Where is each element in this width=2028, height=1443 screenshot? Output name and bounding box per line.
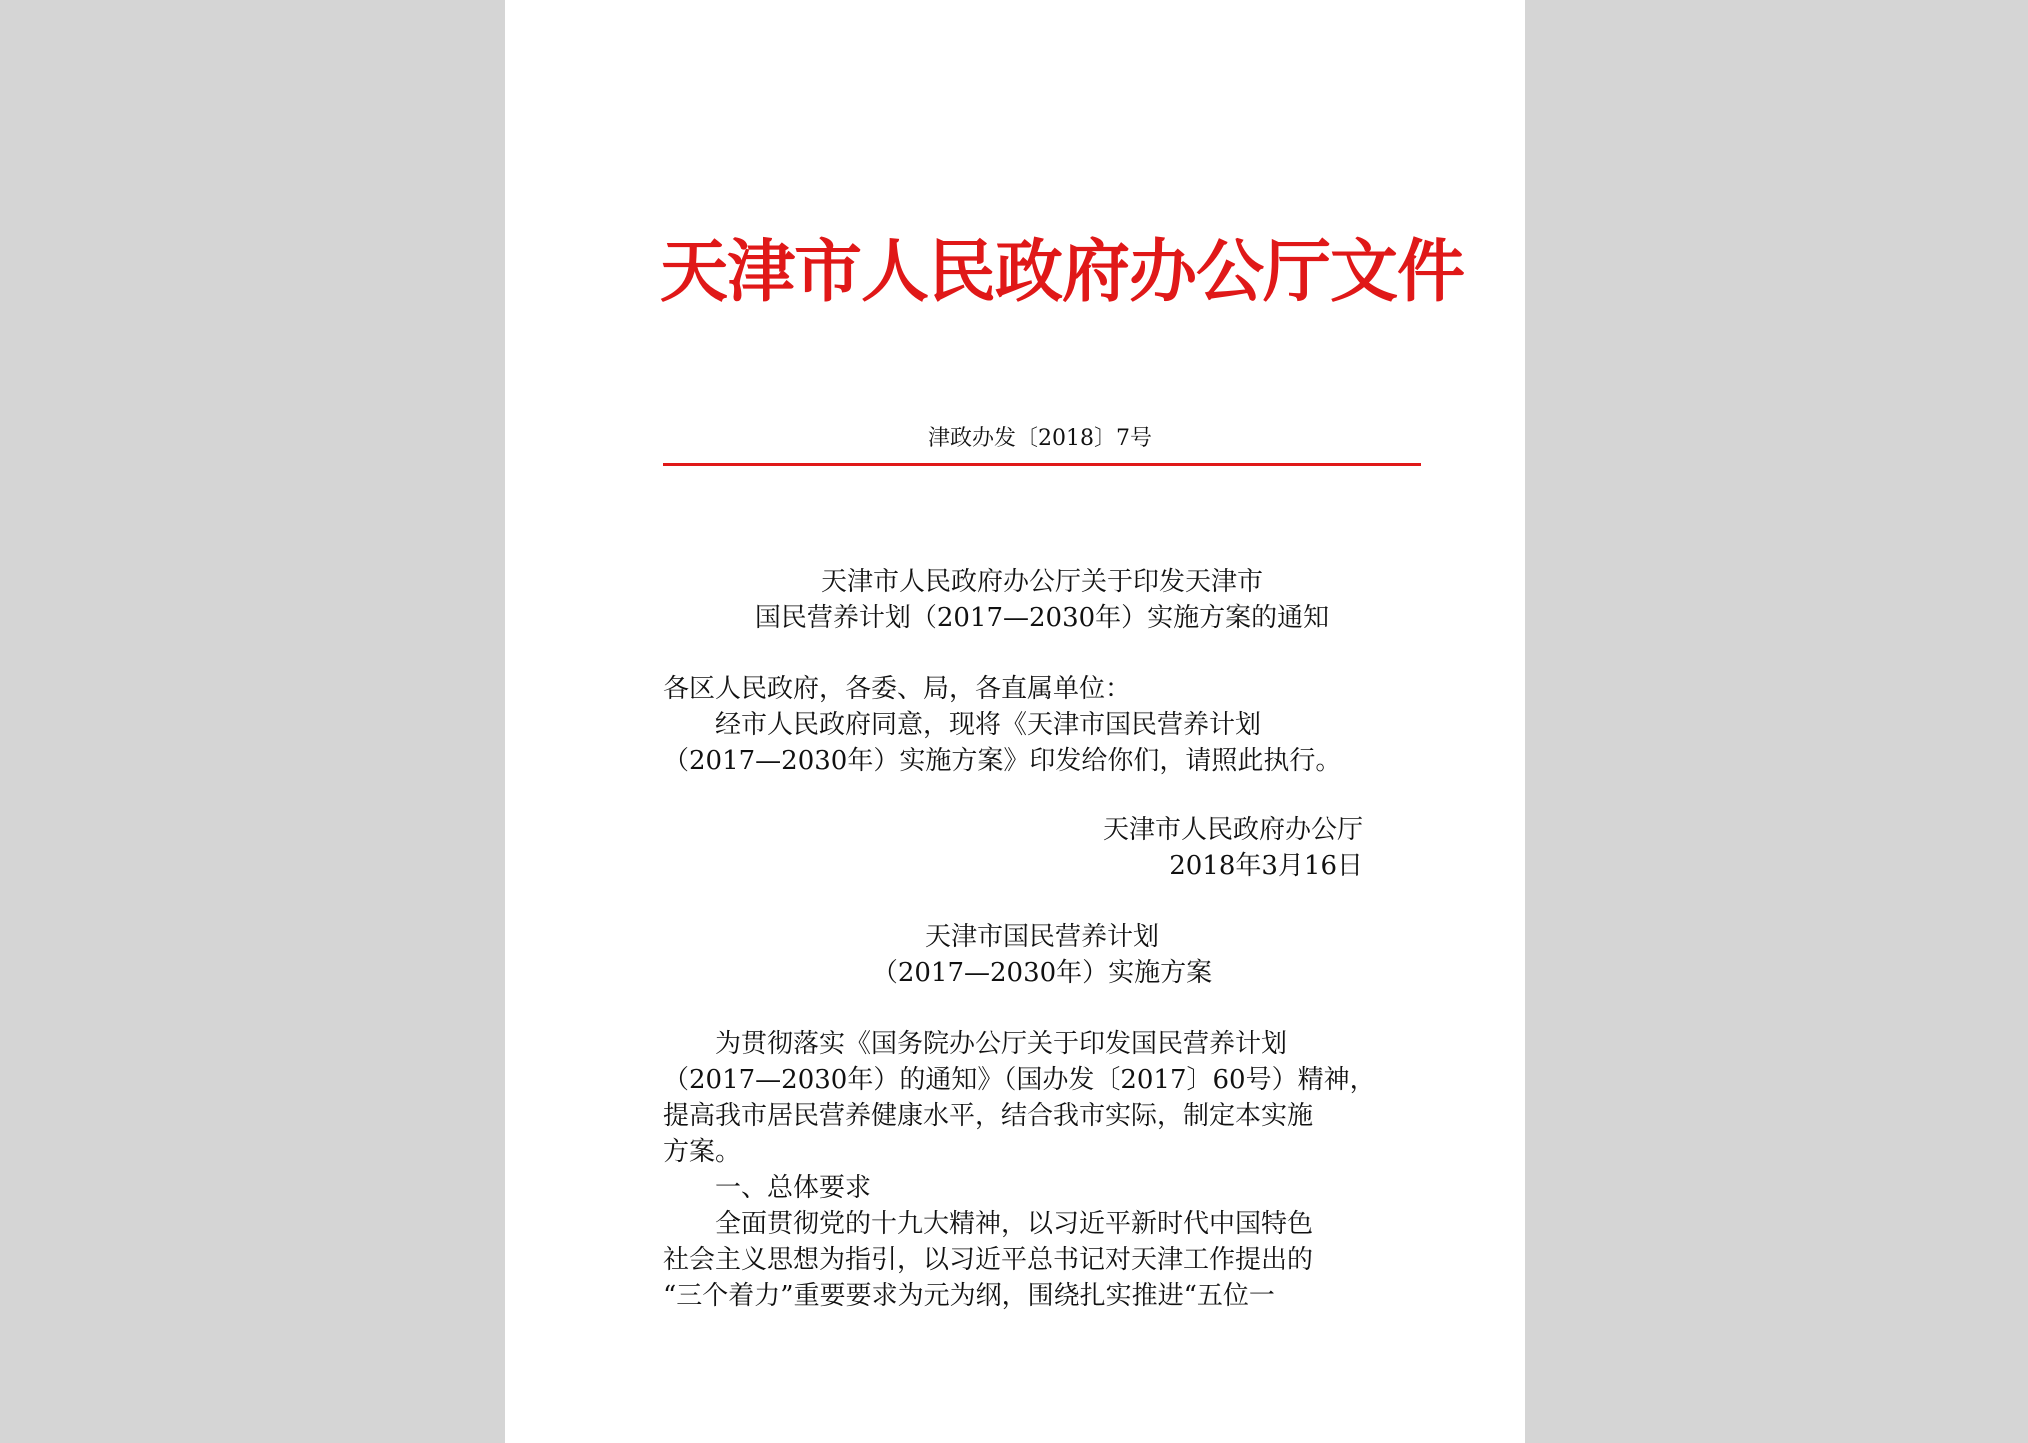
intro-line1: 为贯彻落实《国务院办公厅关于印发国民营养计划 <box>715 1029 1288 1059</box>
signature-office: 天津市人民政府办公厅 <box>1102 815 1363 845</box>
masthead-title: 天津市人民政府办公厅文件 <box>660 232 1465 312</box>
plan-title-line2: （2017—2030年）实施方案 <box>871 958 1213 988</box>
body-paragraph-line1: 经市人民政府同意，现将《天津市国民营养计划 <box>715 710 1262 740</box>
notice-title-line2: 国民营养计划（2017—2030年）实施方案的通知 <box>754 603 1330 633</box>
document-page <box>505 0 1525 1443</box>
intro-line2: （2017—2030年）的通知》（国办发〔2017〕60号）精神， <box>663 1065 1376 1095</box>
section1-heading: 一、总体要求 <box>715 1173 872 1203</box>
document-number: 津政办发〔2018〕7号 <box>928 426 1152 451</box>
section1-line2: 社会主义思想为指引，以习近平总书记对天津工作提出的 <box>663 1245 1314 1275</box>
recipients-line: 各区人民政府，各委、局，各直属单位： <box>663 674 1132 704</box>
red-divider <box>663 463 1421 466</box>
intro-line4: 方案。 <box>663 1137 742 1167</box>
notice-title-line1: 天津市人民政府办公厅关于印发天津市 <box>820 567 1263 597</box>
section1-line3: “三个着力”重要要求为元为纲，围绕扎实推进“五位一 <box>663 1281 1275 1311</box>
intro-line3: 提高我市居民营养健康水平，结合我市实际，制定本实施 <box>663 1101 1314 1131</box>
body-paragraph-line2: （2017—2030年）实施方案》印发给你们，请照此执行。 <box>663 746 1342 776</box>
signature-date: 2018年3月16日 <box>1169 851 1363 881</box>
plan-title-line1: 天津市国民营养计划 <box>924 922 1159 952</box>
section1-line1: 全面贯彻党的十九大精神，以习近平新时代中国特色 <box>715 1209 1314 1239</box>
